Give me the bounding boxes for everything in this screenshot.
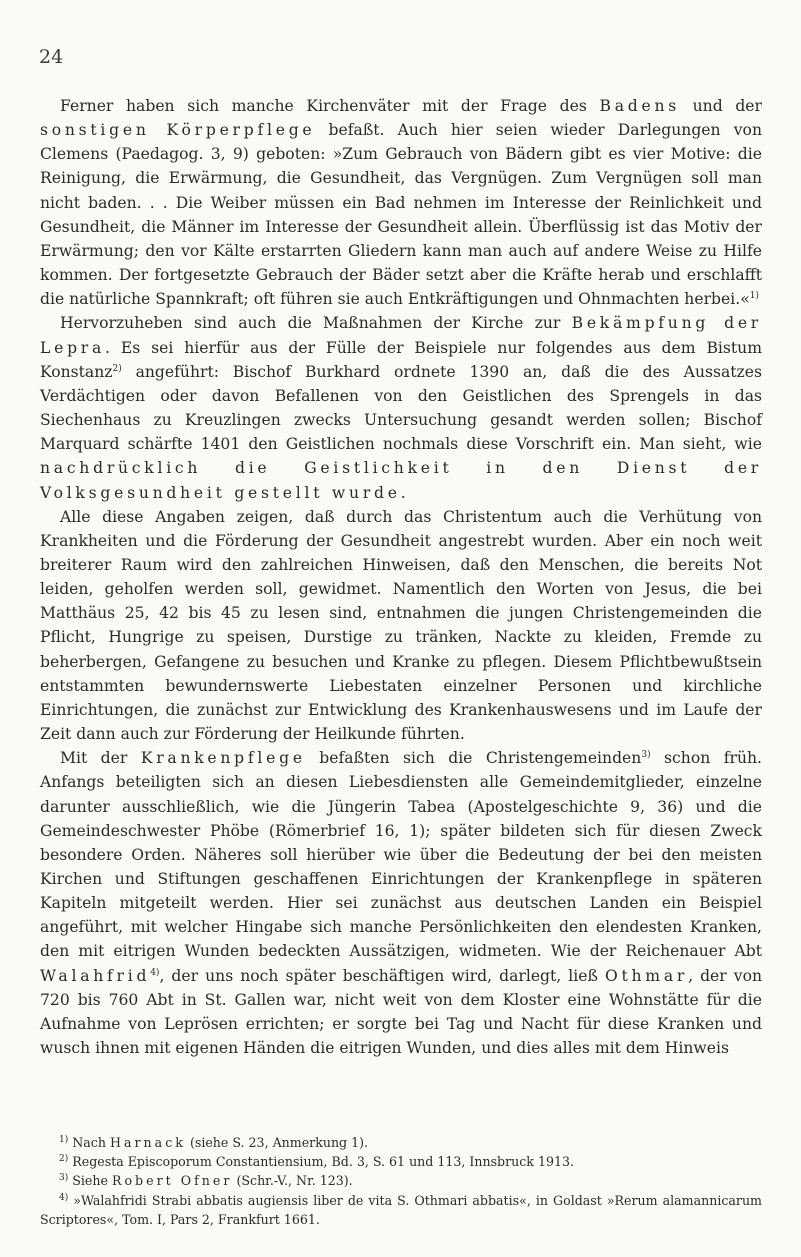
spaced-emphasis: Othmar [604, 966, 689, 985]
text-run: , der uns noch später beschäftigen wird, darlegt, ließ [159, 966, 605, 985]
spaced-emphasis: Harnack [109, 1135, 186, 1150]
page-number: 24 [39, 46, 64, 68]
paragraph [40, 746, 762, 1060]
text-run: befaßt. Auch hier seien wieder Darlegungen von Clemens (Paedagog. 3, 9) geboten: »Zum Gebrauch von Bädern gibt es vier Motive: die Reinigung, die Erwärmung, die Gesundheit, das Vergnügen. Zum Vergnügen soll man nicht baden. . . Die Weiber müssen ein Bad nehmen im Interesse der Reinlichkeit und Gesundheit, die Männer im Interesse der Gesundheit allein. Überflüssig ist das Motiv der Erwärmung; den vor Kälte erstarrten Gliedern kann man auch auf andere Weise zu Hilfe kommen. Der fortgesetzte Gebrauch der Bäder setzt aber die Kräfte herab und erschlafft die natürliche Spannkraft; oft führen sie auch Entkräftigungen und Ohnmachten herbei.« [40, 121, 762, 309]
text-run: (siehe S. 23, Anmerkung 1). [185, 1135, 369, 1150]
spaced-emphasis: nachdrücklich die Geistlichkeit in den Dienst der Volksgesundheit gestellt wurde [40, 459, 762, 502]
paragraph [40, 311, 762, 504]
footnote-marker: 1) [59, 1134, 69, 1145]
text-run: . [400, 483, 406, 502]
footnote-marker: 4) [59, 1192, 69, 1203]
text-run: Nach [68, 1135, 110, 1150]
paragraph [40, 505, 762, 747]
footnote-marker: 4) [150, 967, 160, 978]
text-run: (Schr.-V., Nr. 123). [232, 1173, 353, 1189]
text-run: Alle diese Angaben zeigen, daß durch das Christentum auch die Verhütung von Krankheiten und die Förderung der Gesundheit angestrebt wurden. Aber ein noch weit breiterer Raum wird den zahlreichen Hinweisen, daß den Menschen, die bereits Not leiden, geholfen werden soll, gewidmet. Namentlich den Worten von Jesus, die bei Matthäus 25, 42 bis 45 zu lesen sind, entnahmen die jungen Christengemeinden die Pflicht, Hungrige zu speisen, Durstige zu tränken, Nackte zu kleiden, Fremde zu beherbergen, Gefangene zu besuchen und Kranke zu pflegen. Diesem Pflichtbewußtsein entstammten bewundernswerte Liebestaten einzelner Personen und kirchliche Einrichtungen, die zunächst zur Entwicklung des Krankenhauswesens und im Laufe der Zeit dann auch zur Förderung der Heilkunde führten. [40, 507, 762, 744]
text-run: Siehe [68, 1173, 112, 1189]
spaced-emphasis: Walahfrid [40, 966, 151, 985]
footnote [40, 1191, 762, 1229]
footnote [40, 1152, 762, 1171]
paragraph [40, 94, 762, 311]
main-text [40, 94, 762, 1060]
spaced-emphasis: Robert Ofner [111, 1173, 233, 1189]
text-run: Mit der [60, 749, 141, 768]
text-run: Regesta Episcoporum Constantiensium, Bd. 3, S. 61 und 113, Innsbruck 1913. [68, 1154, 574, 1170]
footnote-marker: 2) [112, 363, 122, 374]
text-run: angeführt: Bischof Burkhard ordnete 1390 an, daß die des Aussatzes Verdächtigen oder davon Befallenen von den Geistlichen des Sprengels in das Siechenhaus zu Kreuzlingen zwecks Untersuchung gesandt werden sollen; Bischof Marquard schärfte 1401 den Geistlichen nochmals diese Vorschrift ein. Man sieht, wie [40, 362, 762, 454]
text-run: schon früh. Anfangs beteiligten sich an diesen Liebesdiensten alle Gemeindemitglieder, einzelne darunter ausschließlich, wie die Jüngerin Tabea (Apostelgeschichte 9, 36) und die Gemeindeschwester Phöbe (Römerbrief 16, 1); später bildeten sich für diesen Zweck besondere Orden. Näheres soll hierüber wie über die Bedeutung der bei den meisten Kirchen und Stiftungen geschaffenen Einrichtungen der Krankenpflege in späteren Kapiteln mitgeteilt werden. Hier sei zunächst aus deutschen Landen ein Beispiel angeführt, mit welcher Hingabe sich manche Persönlichkeiten den elendesten Kranken, den mit eitrigen Wunden bedeckten Aussätzigen, widmeten. Wie der Reichenauer Abt [40, 749, 762, 961]
text-run: und der [679, 97, 762, 115]
spaced-emphasis: Badens [599, 97, 680, 115]
text-run: . Es sei hierfür aus der Fülle der Beispiele nur folgendes aus dem Bistum Konstanz [40, 338, 762, 381]
text-run: »Walahfridi Strabi abbatis augiensis liber de vita S. Othmari abbatis«, in Goldast »Rerum alamannicarum Scriptores«, Tom. I, Pars 2, Frankfurt 1661. [40, 1192, 762, 1227]
footnote [40, 1133, 762, 1152]
footnote-marker: 2) [59, 1154, 69, 1165]
footnote [40, 1171, 762, 1190]
footnote-marker: 3) [641, 750, 651, 761]
spaced-emphasis: Bekämpfung der Lepra [40, 314, 762, 357]
spaced-emphasis: sonstigen Körperpflege [40, 121, 316, 140]
footnotes [40, 1133, 762, 1229]
text-run: befaßten sich die Christengemeinden [305, 749, 642, 768]
spaced-emphasis: Krankenpflege [140, 749, 306, 768]
text-run: Ferner haben sich manche Kirchenväter mit der Frage des [60, 97, 600, 115]
footnote-marker: 1) [749, 291, 759, 302]
footnote-marker: 3) [59, 1173, 69, 1184]
text-run: , der von 720 bis 760 Abt in St. Gallen war, nicht weit von dem Kloster eine Wohnstätte für die Aufnahme von Leprösen errichten; er sorgte bei Tag und Nacht für diese Kranken und wusch ihnen mit eigenen Händen die eitrigen Wunden, und dies alles mit dem Hinweis [40, 966, 763, 1058]
text-run: Hervorzuheben sind auch die Maßnahmen der Kirche zur [60, 314, 572, 333]
